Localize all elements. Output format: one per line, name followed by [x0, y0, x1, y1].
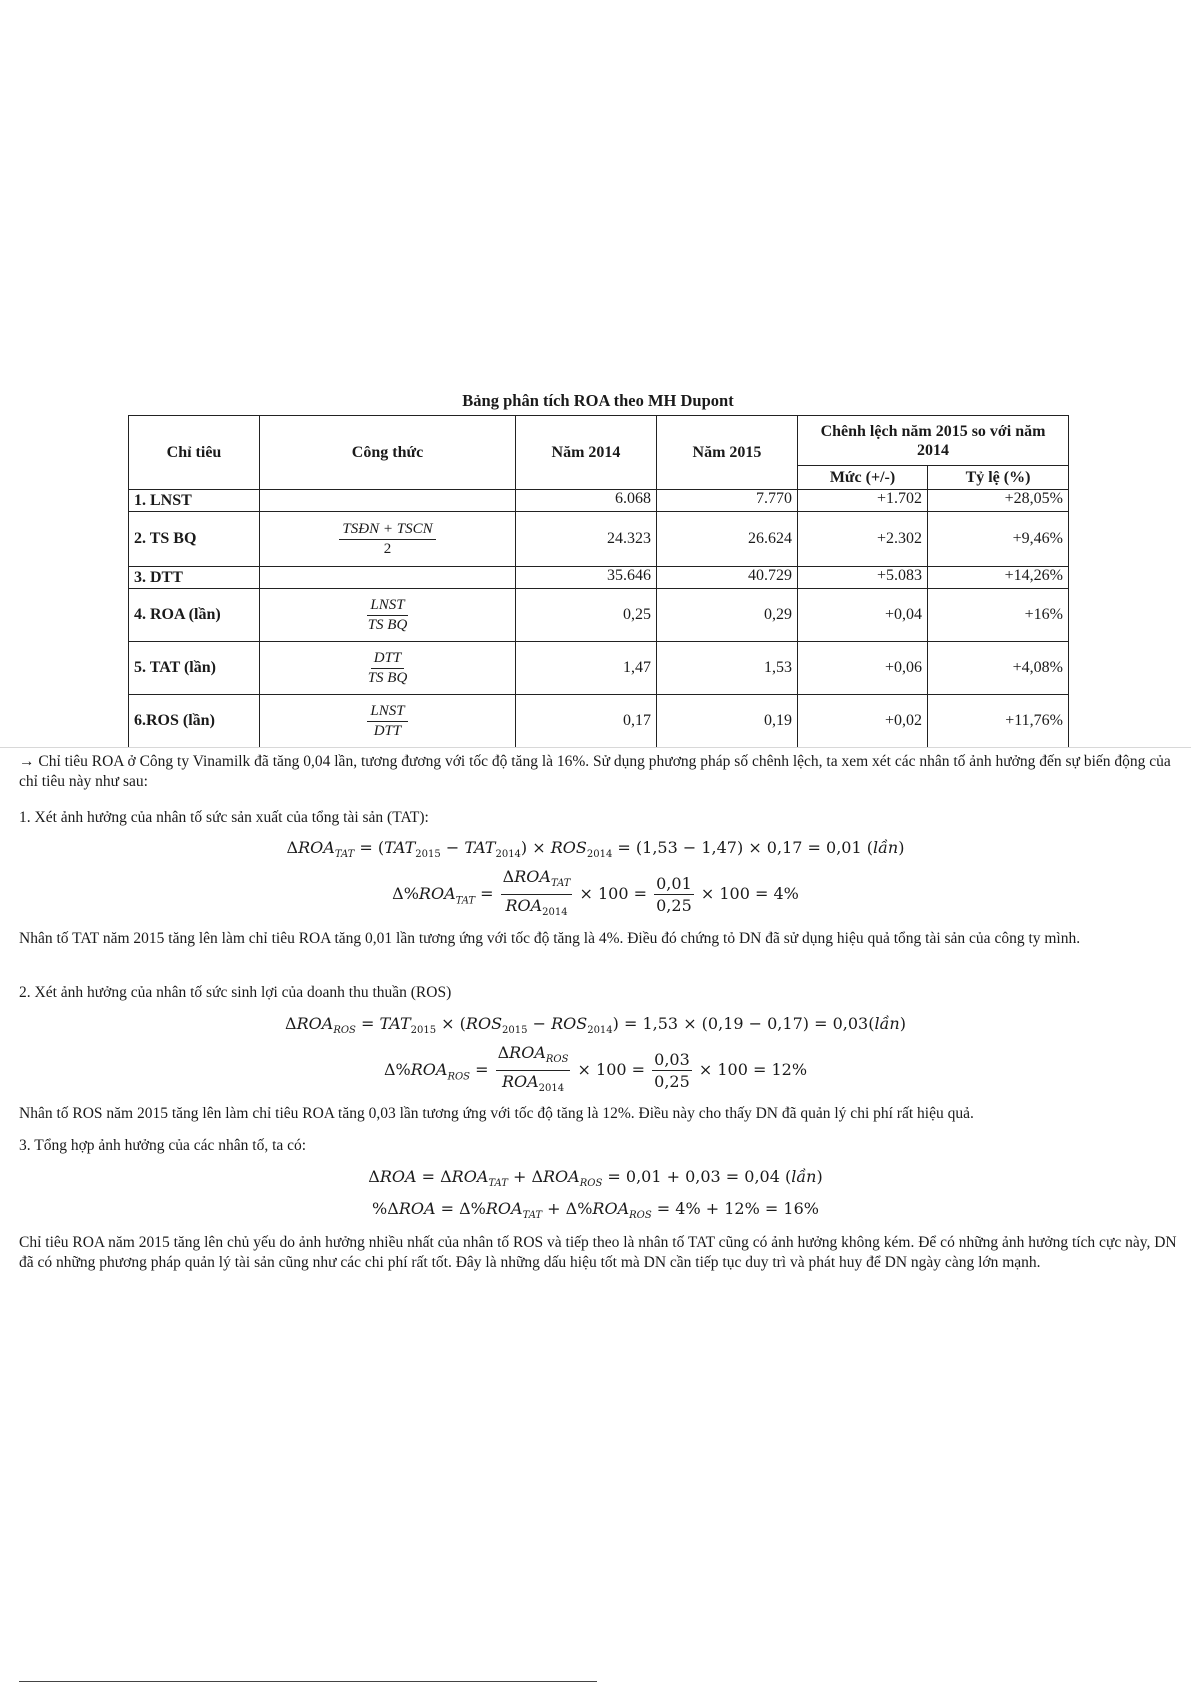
- row-muc: +5.083: [798, 567, 928, 589]
- row-ty-le: +9,46%: [928, 512, 1069, 567]
- section-1-heading: 1. Xét ảnh hưởng của nhân tố sức sản xuất của tổng tài sản (TAT):: [19, 809, 429, 826]
- formula-denominator: 2: [383, 540, 392, 557]
- intro-paragraph: → Chỉ tiêu ROA ở Công ty Vinamilk đã tăng 0,04 lần, tương đương với tốc độ tăng là 16%. Sử dụng phương pháp số chênh lệch, ta xem xét các nhân tố ảnh hưởng đến sự biến động của chỉ tiêu này như sau:: [19, 753, 1171, 790]
- eq-rhs: = 0,01 + 0,03 = 0,04: [607, 1167, 780, 1186]
- row-2014: 0,25: [516, 589, 657, 642]
- row-label: 5. TAT (lần): [129, 642, 260, 695]
- header-muc: Mức (+/-): [798, 466, 928, 490]
- row-label: 3. DTT: [129, 567, 260, 589]
- unit-lan: lần: [874, 1014, 900, 1033]
- row-formula: [260, 512, 516, 567]
- header-nam-2014: Năm 2014: [516, 416, 657, 490]
- row-label: 6.ROS (lần): [129, 695, 260, 748]
- formula-numerator: LNST: [367, 596, 407, 616]
- header-chenh-lech: Chênh lệch năm 2015 so với năm 2014: [798, 416, 1069, 466]
- row-ty-le: +28,05%: [928, 490, 1069, 512]
- row-formula: [260, 642, 516, 695]
- formula-denominator: DTT: [373, 722, 402, 739]
- frac-top: 0,01: [656, 874, 692, 894]
- section-3-equation-1: $\Delta ROA = \Delta ROA_{TAT} + \Delta ROA_{ROS} = 0,01 + 0,03 = 0,04$ (lần): [368, 1167, 823, 1190]
- row-2015: 1,53: [657, 642, 798, 695]
- frac-bottom: 0,25: [656, 896, 692, 916]
- row-muc: +2.302: [798, 512, 928, 567]
- table-row: [129, 642, 1069, 695]
- row-2014: 0,17: [516, 695, 657, 748]
- eq-rhs: = 4% + 12% = 16%: [656, 1199, 819, 1218]
- header-nam-2015: Năm 2015: [657, 416, 798, 490]
- row-formula: [260, 567, 516, 589]
- section-2-equation-1: $\Delta ROA_{ROS} = TAT_{2015} \times (ROS_{2015} - ROS_{2014}) = 1,53 \times (0,19 - 0,17)$ = 0,03(lần): [285, 1014, 906, 1037]
- section-3-equation-2: $\%\Delta ROA = \Delta\%ROA_{TAT} + \Delta\%ROA_{ROS} = 4\% + 12\% = 16\%$: [372, 1199, 819, 1222]
- table-row: [129, 695, 1069, 748]
- eq-rhs: = 1,53 × (0,19 − 0,17) = 0,03: [623, 1014, 869, 1033]
- row-muc: +1.702: [798, 490, 928, 512]
- eq-result: × 100 = 4%: [700, 884, 799, 904]
- row-2015: 7.770: [657, 490, 798, 512]
- section-1-equation-1: $\Delta ROA_{TAT} = (TAT_{2015} - TAT_{2014}) \times ROS_{2014} = (1,53 - 1,47) \times 0,17 = 0,01$ (lần): [286, 838, 905, 861]
- section-3-heading: 3. Tổng hợp ảnh hưởng của các nhân tố, ta có:: [19, 1137, 307, 1154]
- footer-rule: [19, 1681, 597, 1682]
- row-2014: 24.323: [516, 512, 657, 567]
- frac-top: 0,03: [654, 1050, 690, 1070]
- table-row: [129, 589, 1069, 642]
- divider: [0, 747, 1191, 748]
- unit-lan: lần: [791, 1167, 817, 1186]
- section-2-heading: 2. Xét ảnh hưởng của nhân tố sức sinh lợi của doanh thu thuần (ROS): [19, 984, 452, 1001]
- final-paragraph: Chỉ tiêu ROA năm 2015 tăng lên chủ yếu do ảnh hưởng nhiều nhất của nhân tố ROS và tiếp theo là nhân tố TAT cũng có ảnh hưởng không kém. Để có những ảnh hưởng tích cực này, DN đã có những phương pháp quản lý tài sản cũng như các chi phí rất tốt. Đây là những dấu hiệu tốt mà DN cần tiếp tục duy trì và phát huy để DN ngày càng lớn mạnh.: [19, 1234, 1177, 1271]
- formula-numerator: DTT: [371, 649, 405, 669]
- section-1-equation-2: $\Delta\%ROA_{TAT}$ = $\Delta ROA_{TAT}$ $ROA_{2014}$ × 100 = $\frac{0,01}{0,25}$ × 100 = 4%: [392, 867, 799, 919]
- header-chi-tieu: Chỉ tiêu: [129, 416, 260, 490]
- header-ty-le: Tỷ lệ (%): [928, 466, 1069, 490]
- formula-denominator: TS BQ: [367, 669, 408, 686]
- row-label: 4. ROA (lần): [129, 589, 260, 642]
- row-ty-le: +11,76%: [928, 695, 1069, 748]
- row-2015: 40.729: [657, 567, 798, 589]
- row-label: 1. LNST: [129, 490, 260, 512]
- header-cong-thuc: Công thức: [260, 416, 516, 490]
- row-label: 2. TS BQ: [129, 512, 260, 567]
- roa-dupont-table: [128, 415, 1069, 748]
- table-row: [129, 567, 1069, 589]
- row-ty-le: +4,08%: [928, 642, 1069, 695]
- section-1-conclusion: Nhân tố TAT năm 2015 tăng lên làm chỉ tiêu ROA tăng 0,01 lần tương ứng với tốc độ tăng là 4%. Điều đó chứng tỏ DN đã sử dụng hiệu quả tổng tài sản của công ty mình.: [19, 930, 1081, 947]
- table-row: [129, 512, 1069, 567]
- table-title: Bảng phân tích ROA theo MH Dupont: [462, 391, 734, 410]
- row-2014: 35.646: [516, 567, 657, 589]
- table-row: [129, 490, 1069, 512]
- eq-result: × 100 = 12%: [698, 1060, 808, 1080]
- row-muc: +0,02: [798, 695, 928, 748]
- row-2015: 26.624: [657, 512, 798, 567]
- frac-bottom: 0,25: [654, 1072, 690, 1092]
- row-ty-le: +14,26%: [928, 567, 1069, 589]
- row-muc: +0,04: [798, 589, 928, 642]
- formula-numerator: TSĐN + TSCN: [339, 520, 435, 540]
- formula-denominator: TS BQ: [367, 616, 408, 633]
- eq-rhs: = (1,53 − 1,47) × 0,17 = 0,01: [617, 838, 862, 857]
- row-2014: 1,47: [516, 642, 657, 695]
- section-2-equation-2: $\Delta\%ROA_{ROS}$ = $\Delta ROA_{ROS}$ $ROA_{2014}$ × 100 = $\frac{0,03}{0,25}$ × 100 = 12%: [383, 1043, 808, 1095]
- row-formula: [260, 589, 516, 642]
- row-muc: +0,06: [798, 642, 928, 695]
- row-2015: 0,29: [657, 589, 798, 642]
- row-2015: 0,19: [657, 695, 798, 748]
- section-2-conclusion: Nhân tố ROS năm 2015 tăng lên làm chỉ tiêu ROA tăng 0,03 lần tương ứng với tốc độ tăng là 12%. Điều này cho thấy DN đã quản lý chi phí rất hiệu quả.: [19, 1105, 974, 1122]
- row-formula: [260, 695, 516, 748]
- unit-lan: lần: [872, 838, 899, 857]
- row-ty-le: +16%: [928, 589, 1069, 642]
- row-formula: [260, 490, 516, 512]
- row-2014: 6.068: [516, 490, 657, 512]
- formula-numerator: LNST: [367, 702, 407, 722]
